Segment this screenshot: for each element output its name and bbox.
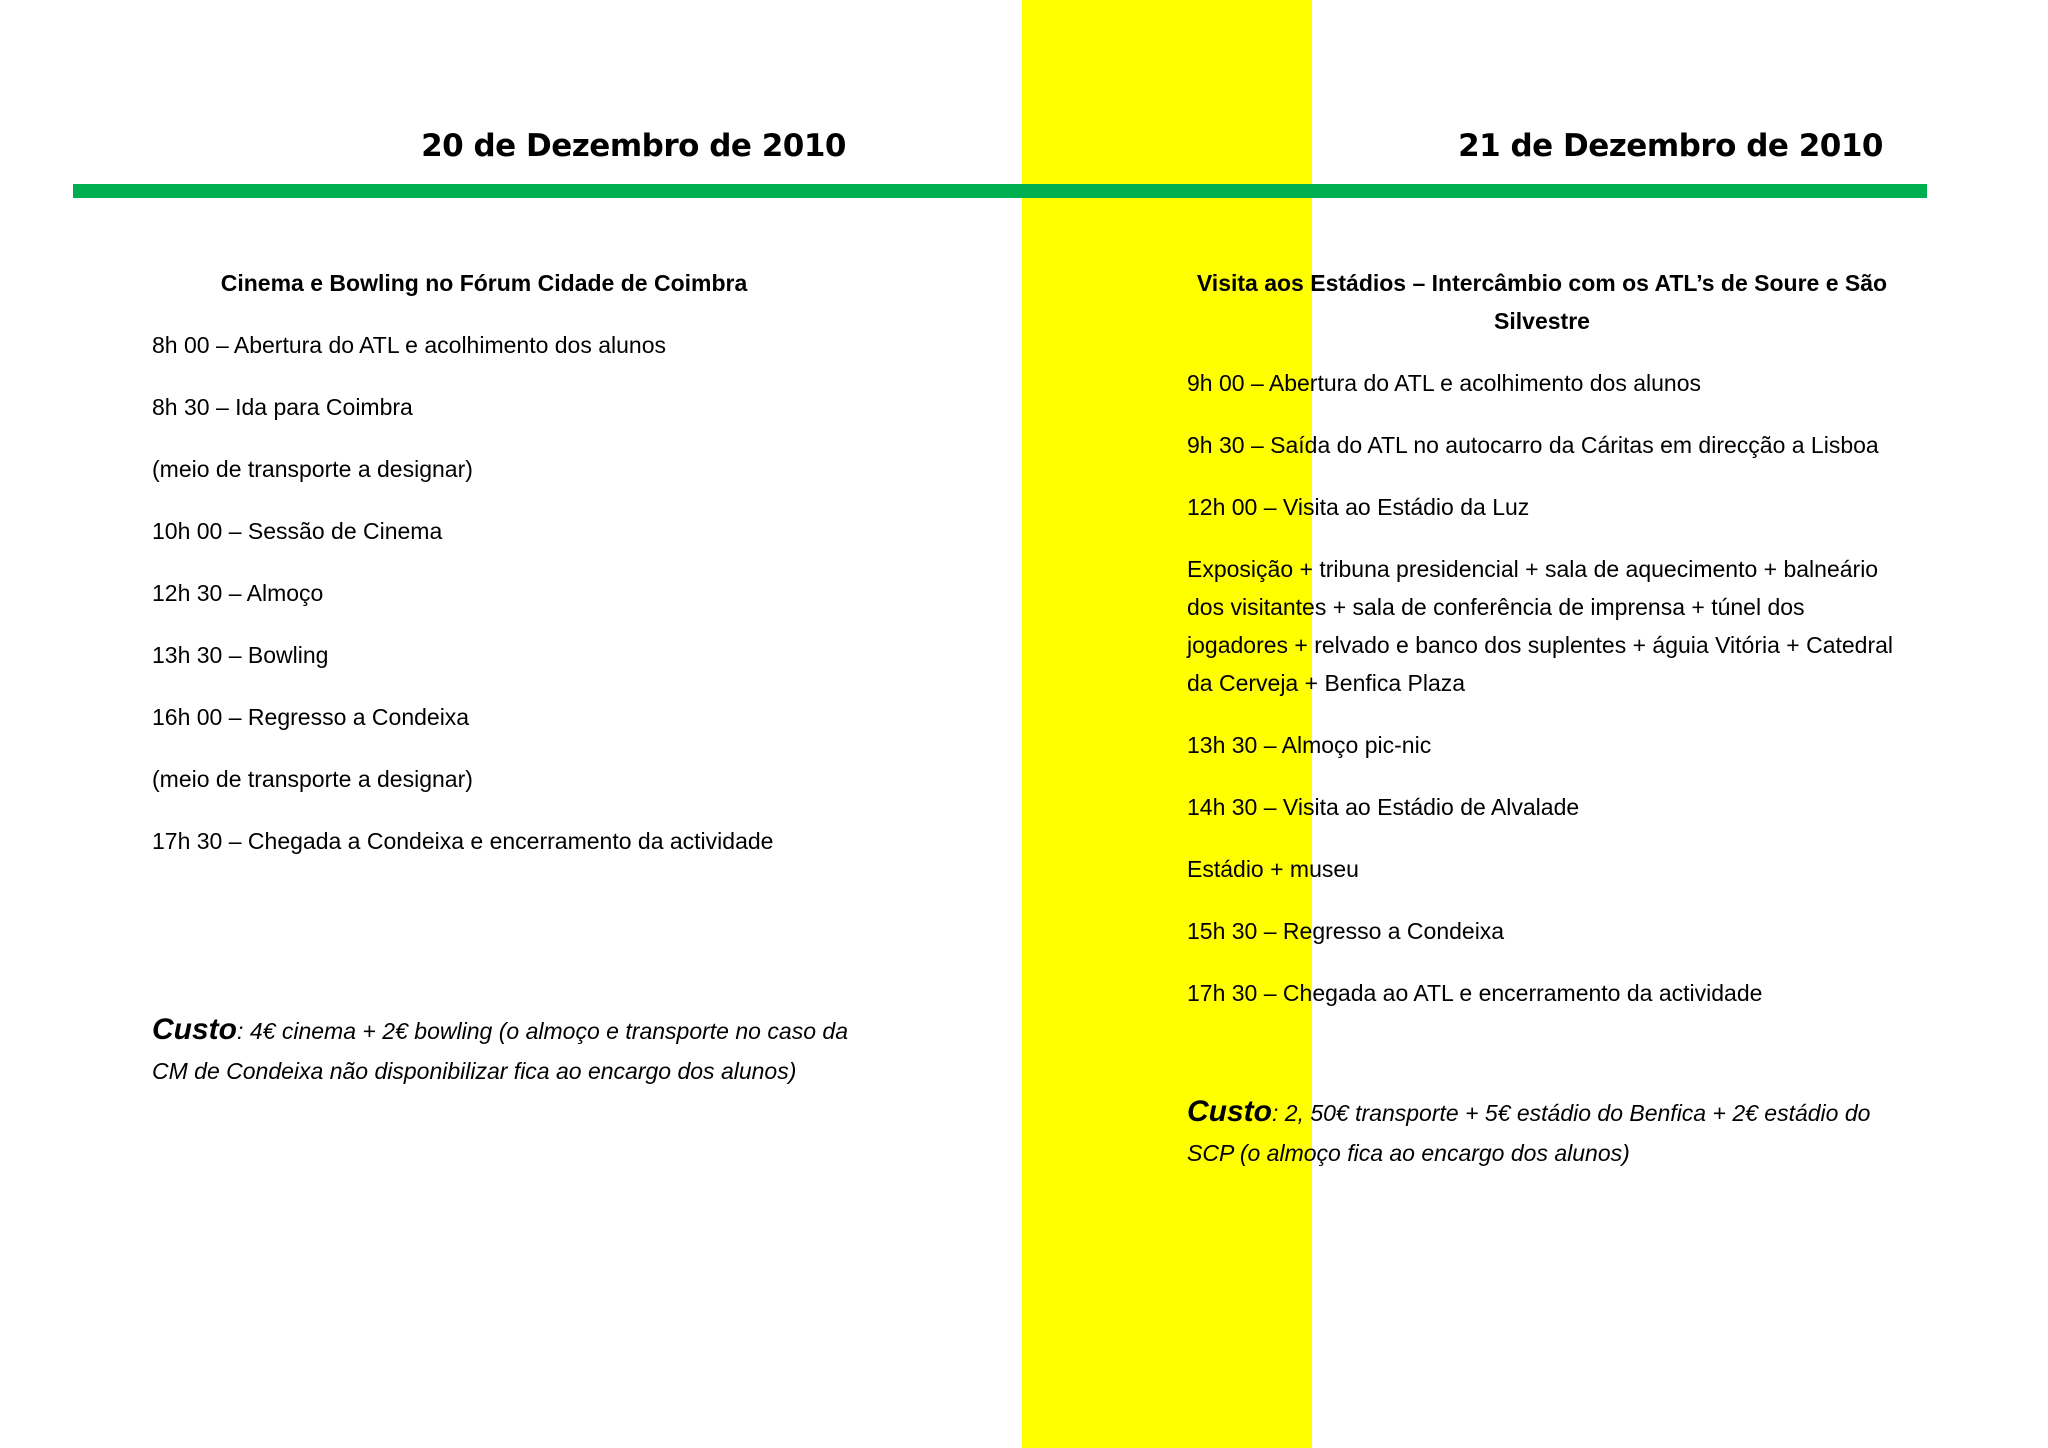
schedule-entry: (meio de transporte a designar) bbox=[152, 766, 473, 792]
schedule-entry: 17h 30 – Chegada ao ATL e encerramento da actividade bbox=[1187, 980, 1763, 1006]
schedule-entry: 8h 30 – Ida para Coimbra bbox=[152, 394, 413, 420]
schedule-entry: Estádio + museu bbox=[1187, 856, 1359, 882]
schedule-entry: 17h 30 – Chegada a Condeixa e encerramento da actividade bbox=[152, 828, 774, 854]
cost-label: Custo bbox=[152, 1013, 237, 1046]
right-column bbox=[1187, 264, 1897, 1173]
cost-text: : 2, 50€ transporte + 5€ estádio do Benfica + 2€ estádio do SCP (o almoço fica ao encargo dos alunos) bbox=[1187, 1100, 1871, 1166]
schedule-entry: 12h 00 – Visita ao Estádio da Luz bbox=[1187, 494, 1530, 520]
left-cost bbox=[152, 1010, 848, 1091]
schedule-entry: 16h 00 – Regresso a Condeixa bbox=[152, 704, 470, 730]
right-title: Visita aos Estádios – Intercâmbio com os ATL’s de Soure e São Silvestre bbox=[1196, 270, 1888, 334]
schedule-entry: 8h 00 – Abertura do ATL e acolhimento dos alunos bbox=[152, 332, 667, 358]
schedule-entry: (meio de transporte a designar) bbox=[152, 456, 473, 482]
date-right: 21 de Dezembro de 2010 bbox=[1458, 128, 1883, 164]
schedule-entry: 13h 30 – Bowling bbox=[152, 642, 329, 668]
date-left: 20 de Dezembro de 2010 bbox=[421, 128, 846, 164]
cost-label: Custo bbox=[1187, 1095, 1272, 1128]
schedule-entry: 15h 30 – Regresso a Condeixa bbox=[1187, 918, 1505, 944]
left-column bbox=[152, 264, 848, 1091]
schedule-entry: 12h 30 – Almoço bbox=[152, 580, 324, 606]
schedule-entry: 9h 00 – Abertura do ATL e acolhimento dos alunos bbox=[1187, 370, 1702, 396]
cost-text: : 4€ cinema + 2€ bowling (o almoço e transporte no caso da CM de Condeixa não disponibilizar fica ao encargo dos alunos) bbox=[152, 1018, 848, 1084]
schedule-entry: 9h 30 – Saída do ATL no autocarro da Cáritas em direcção a Lisboa bbox=[1187, 432, 1879, 458]
green-rule bbox=[73, 184, 1927, 198]
schedule-entry: 13h 30 – Almoço pic-nic bbox=[1187, 732, 1432, 758]
schedule-entry: 14h 30 – Visita ao Estádio de Alvalade bbox=[1187, 794, 1580, 820]
right-cost bbox=[1187, 1092, 1897, 1173]
schedule-entry: 10h 00 – Sessão de Cinema bbox=[152, 518, 443, 544]
schedule-entry: Exposição + tribuna presidencial + sala de aquecimento + balneário dos visitantes + sala de conferência de imprensa + túnel dos jogadores + relvado e banco dos suplentes + águia Vitória + Catedral da Cerveja + Benfica Plaza bbox=[1187, 556, 1894, 696]
left-title: Cinema e Bowling no Fórum Cidade de Coimbra bbox=[220, 270, 748, 296]
